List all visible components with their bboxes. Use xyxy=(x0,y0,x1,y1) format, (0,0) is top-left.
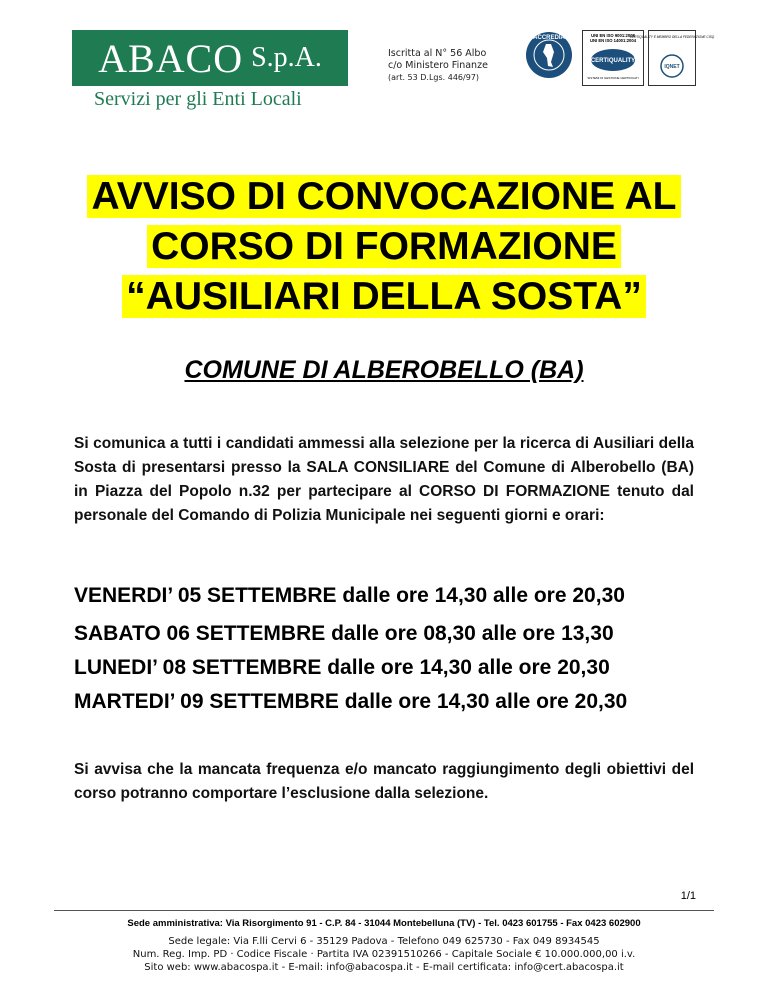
albo-registration xyxy=(388,48,500,84)
notice-paragraph: Si avvisa che la mancata frequenza e/o mancato raggiungimento degli obiettivi del corso potranno comportare l’esclusione dalla selezione. xyxy=(74,761,694,802)
page-number: 1/1 xyxy=(680,890,696,902)
schedule-day: SABATO 06 SETTEMBRE xyxy=(74,622,326,645)
company-tagline: Servizi per gli Enti Locali xyxy=(94,88,302,110)
schedule-row xyxy=(74,656,714,680)
logo-main-text: ABACO xyxy=(98,35,244,81)
footer-line-1: Sede legale: Via F.lli Cervi 6 - 35129 Padova - Telefono 049 625730 - Fax 049 8934545 xyxy=(168,936,600,947)
title-line-1: AVVISO DI CONVOCAZIONE AL xyxy=(87,175,680,218)
company-logo xyxy=(72,30,348,86)
schedule-day: LUNEDI’ 08 SETTEMBRE xyxy=(74,656,322,679)
footer-legal xyxy=(0,935,768,974)
schedule-row xyxy=(74,622,714,646)
cert-uni-9001: UNI EN ISO 9001:2008 xyxy=(591,33,635,38)
accredia-label: ACCREDIA xyxy=(533,35,565,41)
municipality-heading: COMUNE DI ALBEROBELLO (BA) xyxy=(184,356,584,384)
iqnet-cert-icon xyxy=(629,30,715,86)
schedule-hours: dalle ore 08,30 alle ore 13,30 xyxy=(331,622,614,645)
schedule-day: VENERDI’ 05 SETTEMBRE xyxy=(74,584,337,607)
schedule-hours: dalle ore 14,30 alle ore 20,30 xyxy=(327,656,610,679)
schedule-hours: dalle ore 14,30 alle ore 20,30 xyxy=(342,584,625,607)
cert-uni-14001: UNI EN ISO 14001:2004 xyxy=(589,38,637,43)
accredia-seal-icon xyxy=(524,30,574,80)
albo-line-1: Iscritta al N° 56 Albo xyxy=(388,48,487,59)
schedule-row xyxy=(74,690,714,714)
title-line-2: CORSO DI FORMAZIONE xyxy=(147,225,621,268)
albo-line-2: c/o Ministero Finanze xyxy=(388,60,488,71)
cert-iqnet-label: IQNET xyxy=(664,64,680,70)
footer-line-2: Num. Reg. Imp. PD · Codice Fiscale · Partita IVA 02391510266 - Capitale Sociale € 10.000.000,00 i.v. xyxy=(132,949,636,960)
schedule-row xyxy=(74,584,714,608)
cert-certiquality-label: CERTIQUALITY xyxy=(590,58,636,64)
albo-line-3: (art. 53 D.Lgs. 446/97) xyxy=(388,73,480,82)
cert-member-label: CERTIQUALITY È MEMBRO DELLA FEDERAZIONE CISQ xyxy=(629,35,715,39)
schedule-day: MARTEDI’ 09 SETTEMBRE xyxy=(74,690,339,713)
logo-sub-text: S.p.A. xyxy=(251,42,322,73)
title-line-3: “AUSILIARI DELLA SOSTA” xyxy=(122,275,646,318)
footer-sede-amministrativa: Sede amministrativa: Via Risorgimento 91 - C.P. 84 - 31044 Montebelluna (TV) - Tel. 0423 601755 - Fax 0423 602900 xyxy=(127,918,641,929)
intro-paragraph: Si comunica a tutti i candidati ammessi alla selezione per la ricerca di Ausiliari della Sosta di presentarsi presso la SALA CONSILIARE del Comune di Alberobello (BA) in Piazza del Popolo n.32 per partecipare al CORSO DI FORMAZIONE tenuto dal personale del Comando di Polizia Municipale nei seguenti giorni e orari: xyxy=(74,435,694,524)
footer-line-3: Sito web: www.abacospa.it - E-mail: info@abacospa.it - E-mail certificata: info@cert.abacospa.it xyxy=(144,962,624,973)
notice-title xyxy=(0,172,768,322)
cert-sistemi-label: SISTEMI DI GESTIONE CERTIFICATI xyxy=(587,76,639,80)
footer-divider xyxy=(54,910,714,911)
schedule-hours: dalle ore 14,30 alle ore 20,30 xyxy=(344,690,628,713)
